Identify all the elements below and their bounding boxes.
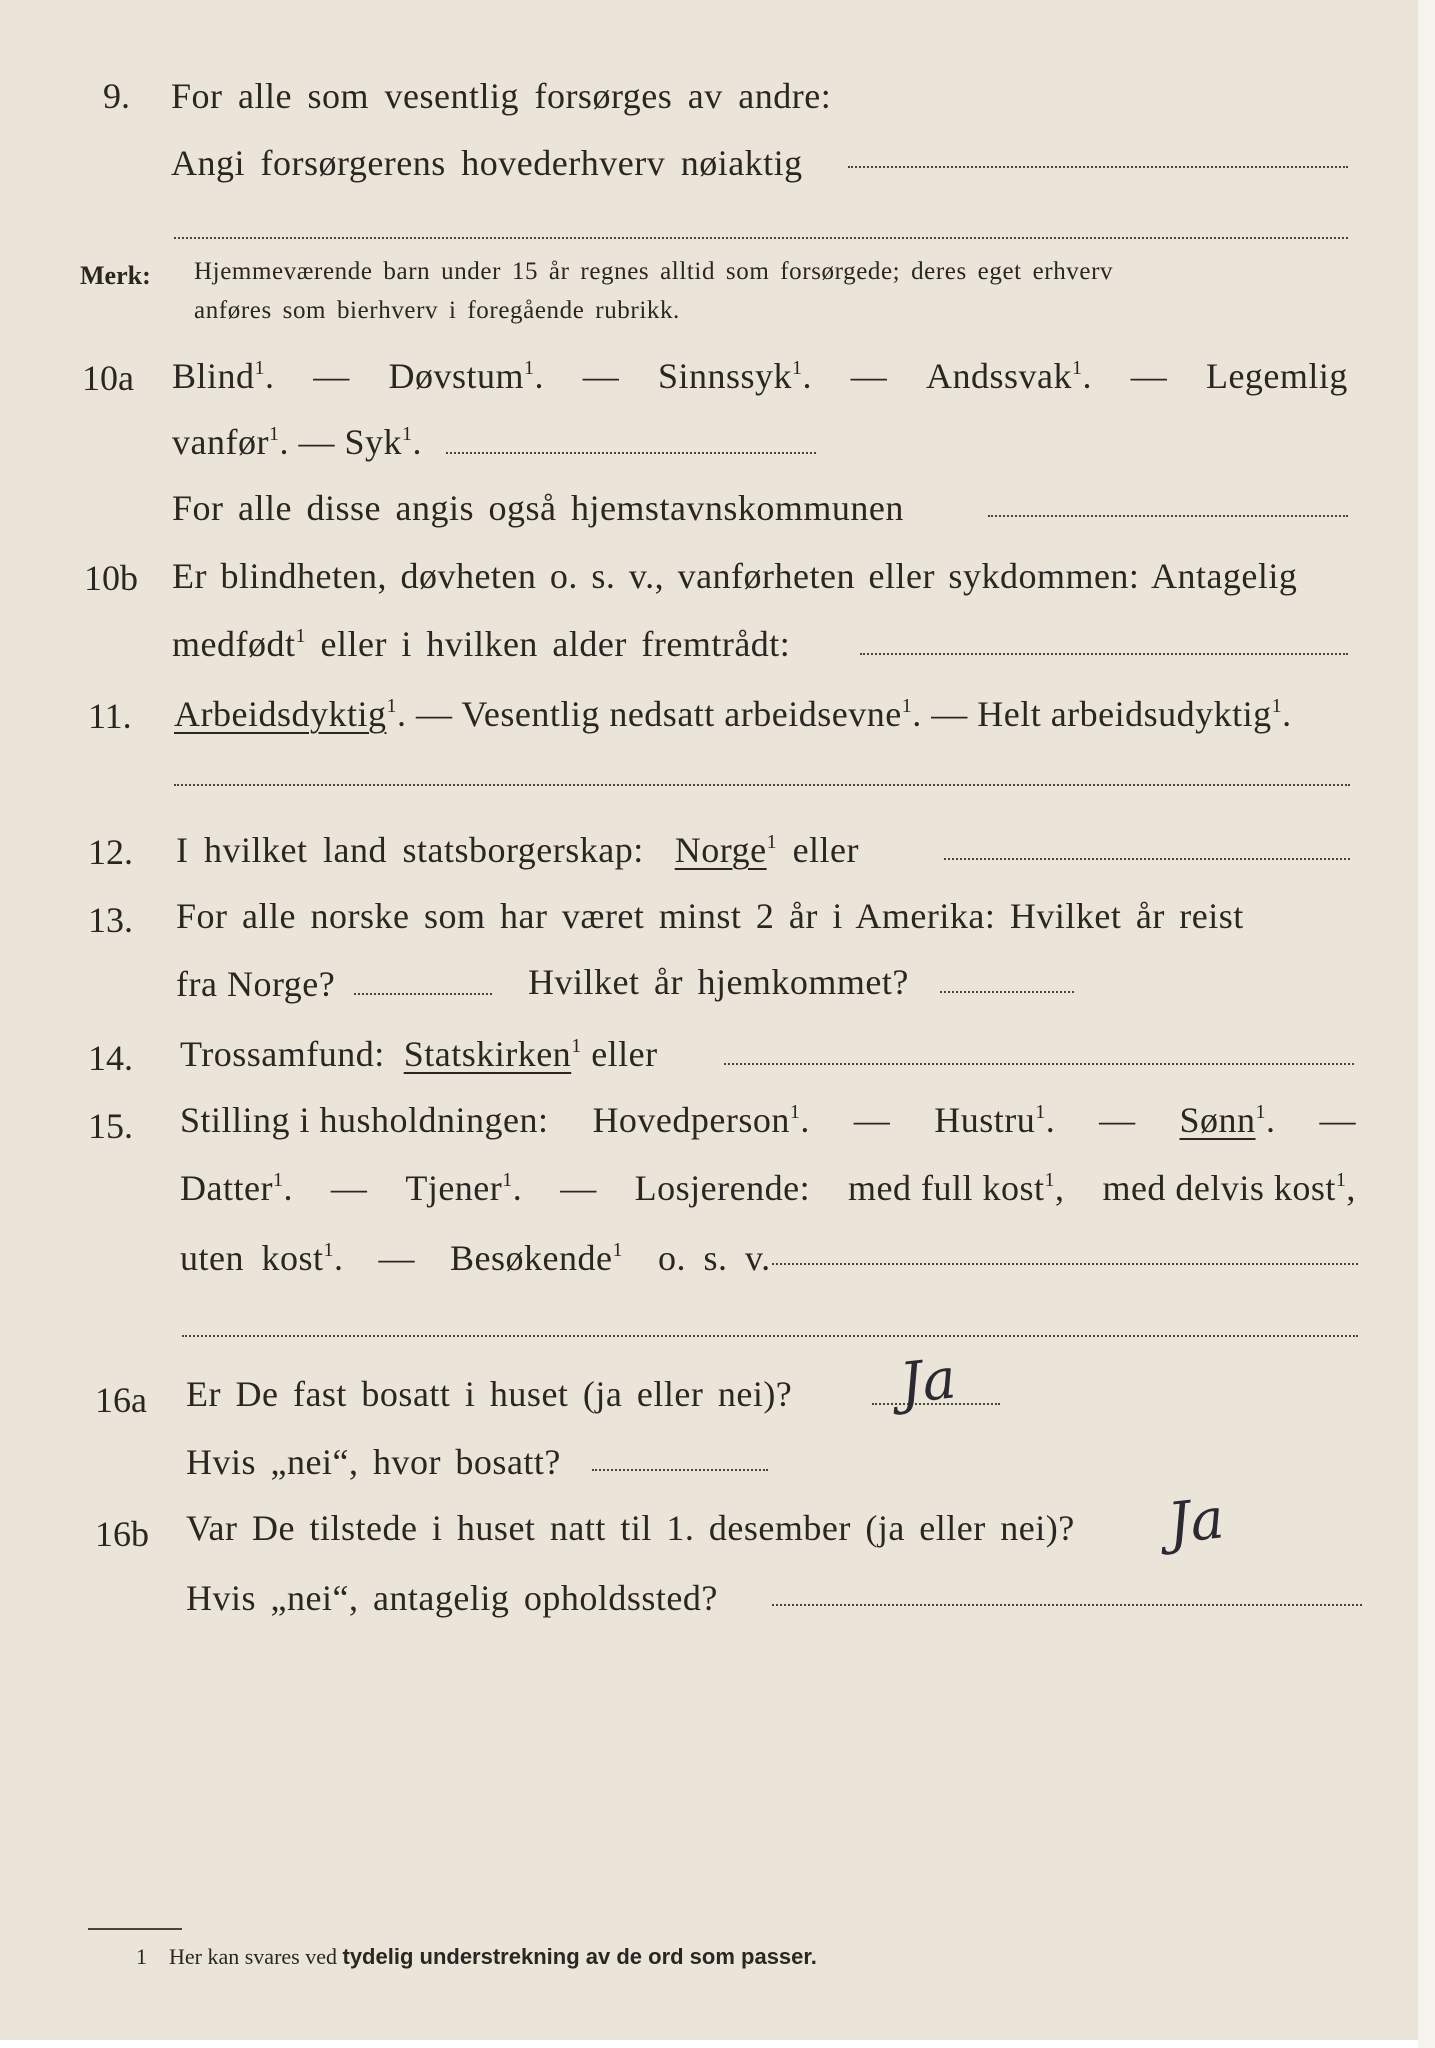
q10a-sinnssyk: Sinnssyk <box>657 356 793 396</box>
q9-answer-line <box>848 166 1348 168</box>
footnote-text: Her kan svares ved <box>169 1944 337 1969</box>
q9-answer-line-2 <box>174 237 1348 239</box>
q15-prefix: Stilling i husholdningen: <box>180 1100 549 1140</box>
q11-helt: Helt arbeidsudyktig <box>977 694 1272 734</box>
q15-med-delvis-kost: med delvis kost <box>1102 1168 1336 1208</box>
q13-number: 13. <box>88 900 133 940</box>
q14-statskirken: Statskirken <box>403 1034 572 1074</box>
q10b-line2-rest: eller i hvilken alder fremtrådt: <box>305 624 791 664</box>
q16a-bosatt-line <box>592 1469 768 1471</box>
q15-osv: o. s. v. <box>657 1238 771 1278</box>
q16b-number: 16b <box>95 1514 149 1554</box>
q9-line2: Angi forsørgerens hovederhverv nøiaktig <box>171 143 803 183</box>
q10a-andssvak: Andssvak <box>925 356 1072 396</box>
q12-prefix: I hvilket land statsborgerskap: <box>176 830 644 870</box>
q10b-medfodt: medfødt <box>172 624 296 664</box>
q15-answer-line <box>772 1263 1358 1265</box>
q10a-answer-line <box>446 452 816 454</box>
q10b-answer-line <box>860 653 1348 655</box>
q11-vesentlig: Vesentlig nedsatt arbeidsevne <box>461 694 902 734</box>
q16b-line2: Hvis „nei“, antagelig opholdssted? <box>186 1578 718 1618</box>
q16a-line1: Er De fast bosatt i huset (ja eller nei)? <box>186 1374 793 1414</box>
q10a-line2: vanfør$^1$. — Syk$^1$. <box>172 422 422 462</box>
q13-hjemkommet: Hvilket år hjemkommet? <box>528 962 909 1002</box>
q10a-hjemstavn-line <box>988 515 1348 517</box>
merk-label: Merk: <box>80 261 151 290</box>
q15-losjerende: Losjerende: <box>634 1168 811 1208</box>
footnote-rule <box>88 1928 182 1930</box>
q16b-handwritten-answer: Ja <box>1164 1486 1228 1557</box>
footnote <box>136 1942 817 1972</box>
q10a-blind: Blind <box>172 356 255 396</box>
q10a-syk: Syk <box>344 422 402 462</box>
q13-line1: For alle norske som har været minst 2 år i Amerika: Hvilket år reist <box>176 896 1244 936</box>
q14-line: Trossamfund: Statskirken$^1$ eller <box>180 1034 658 1074</box>
q14-number: 14. <box>88 1038 133 1078</box>
q11-answer-line <box>174 784 1350 786</box>
q12-number: 12. <box>88 832 133 872</box>
q12-line: I hvilket land statsborgerskap: Norge$^1$ eller <box>176 830 860 870</box>
q15-med-full-kost: med full kost <box>848 1168 1045 1208</box>
q11-number: 11. <box>88 696 132 736</box>
q16a-number: 16a <box>95 1380 147 1420</box>
merk-line2: anføres som bierhverv i foregående rubrikk. <box>194 297 680 324</box>
q15-answer-line-2 <box>182 1335 1358 1337</box>
q13-reist-line <box>354 993 492 995</box>
q15-line3: uten kost$^1$. — Besøkende$^1$ o. s. v. <box>180 1238 771 1278</box>
footnote-text-bold: tydelig understrekning av de ord som passer. <box>342 1944 817 1969</box>
q15-datter: Datter <box>180 1168 273 1208</box>
q10a-number: 10a <box>82 358 134 398</box>
q15-hovedperson: Hovedperson <box>592 1100 790 1140</box>
q16a-line2: Hvis „nei“, hvor bosatt? <box>186 1442 561 1482</box>
q15-line2: Datter$^1$. — Tjener$^1$. — Losjerende: med full kost$^1$, med delvis kost$^1$, <box>180 1168 1356 1208</box>
q15-number: 15. <box>88 1106 133 1146</box>
q10b-line2: medfødt$^1$ eller i hvilken alder fremtrådt: <box>172 624 791 664</box>
q10a-line1: Blind$^1$. — Døvstum$^1$. — Sinnssyk$^1$. — Andssvak$^1$. — Legemlig <box>172 356 1348 396</box>
q10a-legemlig: Legemlig <box>1205 356 1348 396</box>
q10a-dovstum: Døvstum <box>388 356 524 396</box>
q11-line1: Arbeidsdyktig$^1$. — Vesentlig nedsatt arbeidsevne$^1$. — Helt arbeidsudyktig$^1$. <box>174 694 1292 734</box>
q16b-line1: Var De tilstede i huset natt til 1. desember (ja eller nei)? <box>186 1508 1075 1548</box>
footnote-marker: 1 <box>136 1944 147 1969</box>
q13-hjemkommet-line <box>940 991 1074 993</box>
q13-fra-norge: fra Norge? <box>176 964 336 1004</box>
q15-tjener: Tjener <box>405 1168 503 1208</box>
q10a-line3: For alle disse angis også hjemstavnskommunen <box>172 488 904 528</box>
q16a-handwritten-answer: Ja <box>896 1346 960 1417</box>
q15-sonn: Sønn <box>1179 1100 1256 1140</box>
q10a-vanfor: vanfør <box>172 422 269 462</box>
q14-answer-line <box>724 1063 1354 1065</box>
q15-besokende: Besøkende <box>450 1238 613 1278</box>
q15-line1: Stilling i husholdningen: Hovedperson$^1$. — Hustru$^1$. — Sønn$^1$. — <box>180 1100 1356 1140</box>
q12-norge: Norge <box>674 830 767 870</box>
q14-eller: eller <box>591 1034 658 1074</box>
q12-eller: eller <box>792 830 860 870</box>
q11-arbeidsdyktig: Arbeidsdyktig <box>174 694 387 734</box>
page-edge <box>1418 0 1435 2048</box>
q16b-answer-line <box>772 1604 1362 1606</box>
q9-number: 9. <box>103 76 130 116</box>
q15-hustru: Hustru <box>934 1100 1036 1140</box>
q14-prefix: Trossamfund: <box>180 1034 385 1074</box>
q15-uten-kost: uten kost <box>180 1238 324 1278</box>
merk-line1: Hjemmeværende barn under 15 år regnes alltid som forsørgede; deres eget erhverv <box>194 258 1114 285</box>
q12-answer-line <box>944 858 1350 860</box>
q9-line1: For alle som vesentlig forsørges av andre: <box>171 76 832 116</box>
q10b-number: 10b <box>84 558 138 598</box>
q10b-line1: Er blindheten, døvheten o. s. v., vanførheten eller sykdommen: Antagelig <box>172 556 1298 596</box>
